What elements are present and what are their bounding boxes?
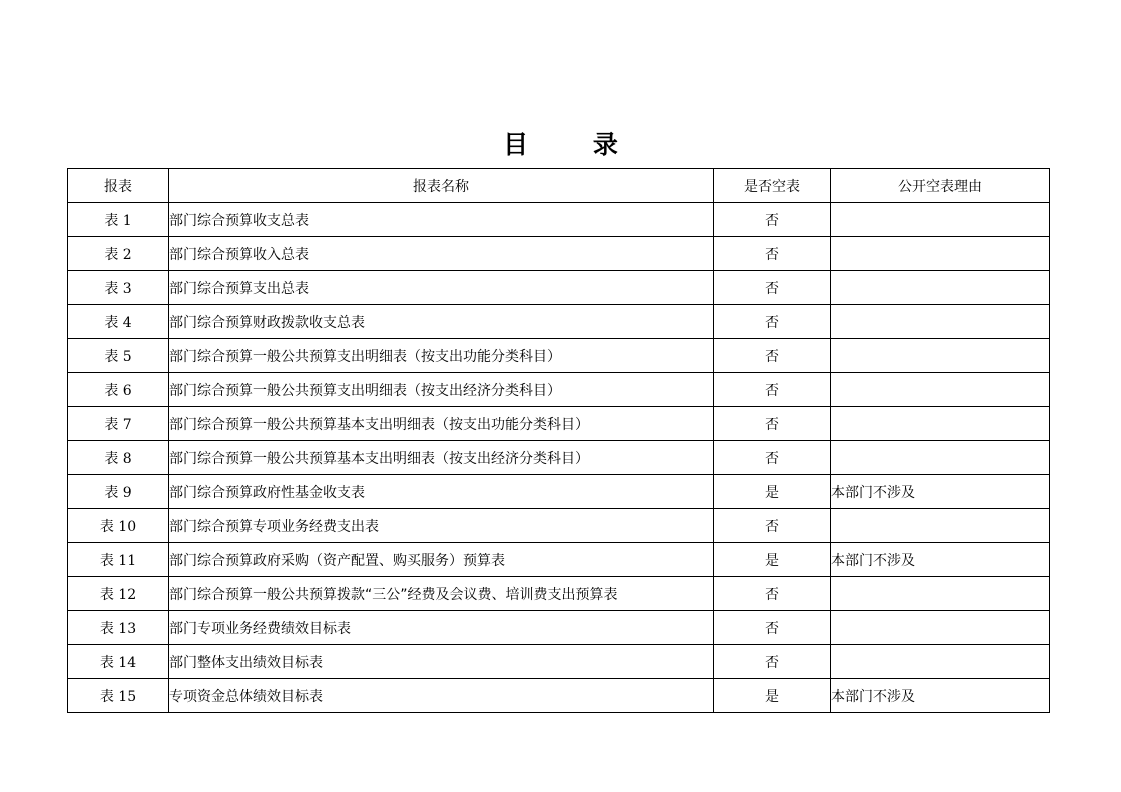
table-row <box>68 237 1050 271</box>
cell-table-no: 表 5 <box>68 339 169 373</box>
cell-is-empty: 是 <box>714 543 831 577</box>
cell-empty-reason: 本部门不涉及 <box>831 475 1050 509</box>
cell-is-empty: 否 <box>714 203 831 237</box>
table-row <box>68 271 1050 305</box>
cell-is-empty: 否 <box>714 305 831 339</box>
table-row <box>68 339 1050 373</box>
cell-is-empty: 否 <box>714 509 831 543</box>
cell-table-name: 部门综合预算政府采购（资产配置、购买服务）预算表 <box>169 543 714 577</box>
cell-table-no: 表 6 <box>68 373 169 407</box>
cell-is-empty: 否 <box>714 237 831 271</box>
cell-is-empty: 否 <box>714 339 831 373</box>
cell-is-empty: 否 <box>714 611 831 645</box>
cell-table-name: 部门综合预算政府性基金收支表 <box>169 475 714 509</box>
header-table-name: 报表名称 <box>169 169 714 203</box>
cell-table-name: 部门综合预算专项业务经费支出表 <box>169 509 714 543</box>
table-row <box>68 679 1050 713</box>
header-empty-reason: 公开空表理由 <box>831 169 1050 203</box>
cell-table-name: 部门综合预算收入总表 <box>169 237 714 271</box>
cell-table-no: 表 12 <box>68 577 169 611</box>
cell-is-empty: 否 <box>714 645 831 679</box>
table-row <box>68 645 1050 679</box>
cell-empty-reason <box>831 305 1050 339</box>
cell-table-no: 表 10 <box>68 509 169 543</box>
cell-table-no: 表 4 <box>68 305 169 339</box>
cell-table-no: 表 7 <box>68 407 169 441</box>
cell-empty-reason <box>831 237 1050 271</box>
cell-table-no: 表 8 <box>68 441 169 475</box>
cell-table-name: 部门综合预算支出总表 <box>169 271 714 305</box>
cell-is-empty: 否 <box>714 373 831 407</box>
cell-table-no: 表 2 <box>68 237 169 271</box>
cell-table-name: 部门综合预算收支总表 <box>169 203 714 237</box>
cell-table-no: 表 15 <box>68 679 169 713</box>
toc-table <box>67 168 1050 713</box>
table-row <box>68 611 1050 645</box>
cell-empty-reason <box>831 271 1050 305</box>
cell-empty-reason <box>831 203 1050 237</box>
cell-empty-reason <box>831 611 1050 645</box>
cell-table-name: 部门综合预算一般公共预算基本支出明细表（按支出经济分类科目） <box>169 441 714 475</box>
cell-empty-reason: 本部门不涉及 <box>831 679 1050 713</box>
cell-empty-reason <box>831 373 1050 407</box>
cell-table-no: 表 9 <box>68 475 169 509</box>
cell-empty-reason <box>831 577 1050 611</box>
cell-table-name: 部门综合预算一般公共预算拨款“三公”经费及会议费、培训费支出预算表 <box>169 577 714 611</box>
cell-is-empty: 是 <box>714 679 831 713</box>
table-row <box>68 543 1050 577</box>
cell-is-empty: 否 <box>714 441 831 475</box>
table-row <box>68 441 1050 475</box>
cell-table-no: 表 3 <box>68 271 169 305</box>
header-is-empty: 是否空表 <box>714 169 831 203</box>
cell-table-name: 部门整体支出绩效目标表 <box>169 645 714 679</box>
table-row <box>68 373 1050 407</box>
cell-table-name: 部门综合预算一般公共预算支出明细表（按支出功能分类科目） <box>169 339 714 373</box>
cell-is-empty: 否 <box>714 577 831 611</box>
header-row <box>68 169 1050 203</box>
cell-is-empty: 否 <box>714 407 831 441</box>
cell-table-no: 表 11 <box>68 543 169 577</box>
table-row <box>68 509 1050 543</box>
cell-is-empty: 是 <box>714 475 831 509</box>
cell-empty-reason <box>831 407 1050 441</box>
cell-table-name: 专项资金总体绩效目标表 <box>169 679 714 713</box>
table-row <box>68 305 1050 339</box>
cell-empty-reason <box>831 645 1050 679</box>
page-title: 目 录 <box>503 130 646 159</box>
cell-empty-reason: 本部门不涉及 <box>831 543 1050 577</box>
table-header <box>68 169 1050 203</box>
cell-table-no: 表 13 <box>68 611 169 645</box>
cell-table-no: 表 14 <box>68 645 169 679</box>
cell-table-name: 部门综合预算一般公共预算支出明细表（按支出经济分类科目） <box>169 373 714 407</box>
cell-table-name: 部门综合预算财政拨款收支总表 <box>169 305 714 339</box>
cell-is-empty: 否 <box>714 271 831 305</box>
table-row <box>68 475 1050 509</box>
table-body <box>68 203 1050 713</box>
cell-table-name: 部门综合预算一般公共预算基本支出明细表（按支出功能分类科目） <box>169 407 714 441</box>
table-row <box>68 577 1050 611</box>
cell-empty-reason <box>831 339 1050 373</box>
cell-empty-reason <box>831 509 1050 543</box>
header-table-no: 报表 <box>68 169 169 203</box>
table-row <box>68 203 1050 237</box>
cell-table-name: 部门专项业务经费绩效目标表 <box>169 611 714 645</box>
table-row <box>68 407 1050 441</box>
cell-table-no: 表 1 <box>68 203 169 237</box>
cell-empty-reason <box>831 441 1050 475</box>
